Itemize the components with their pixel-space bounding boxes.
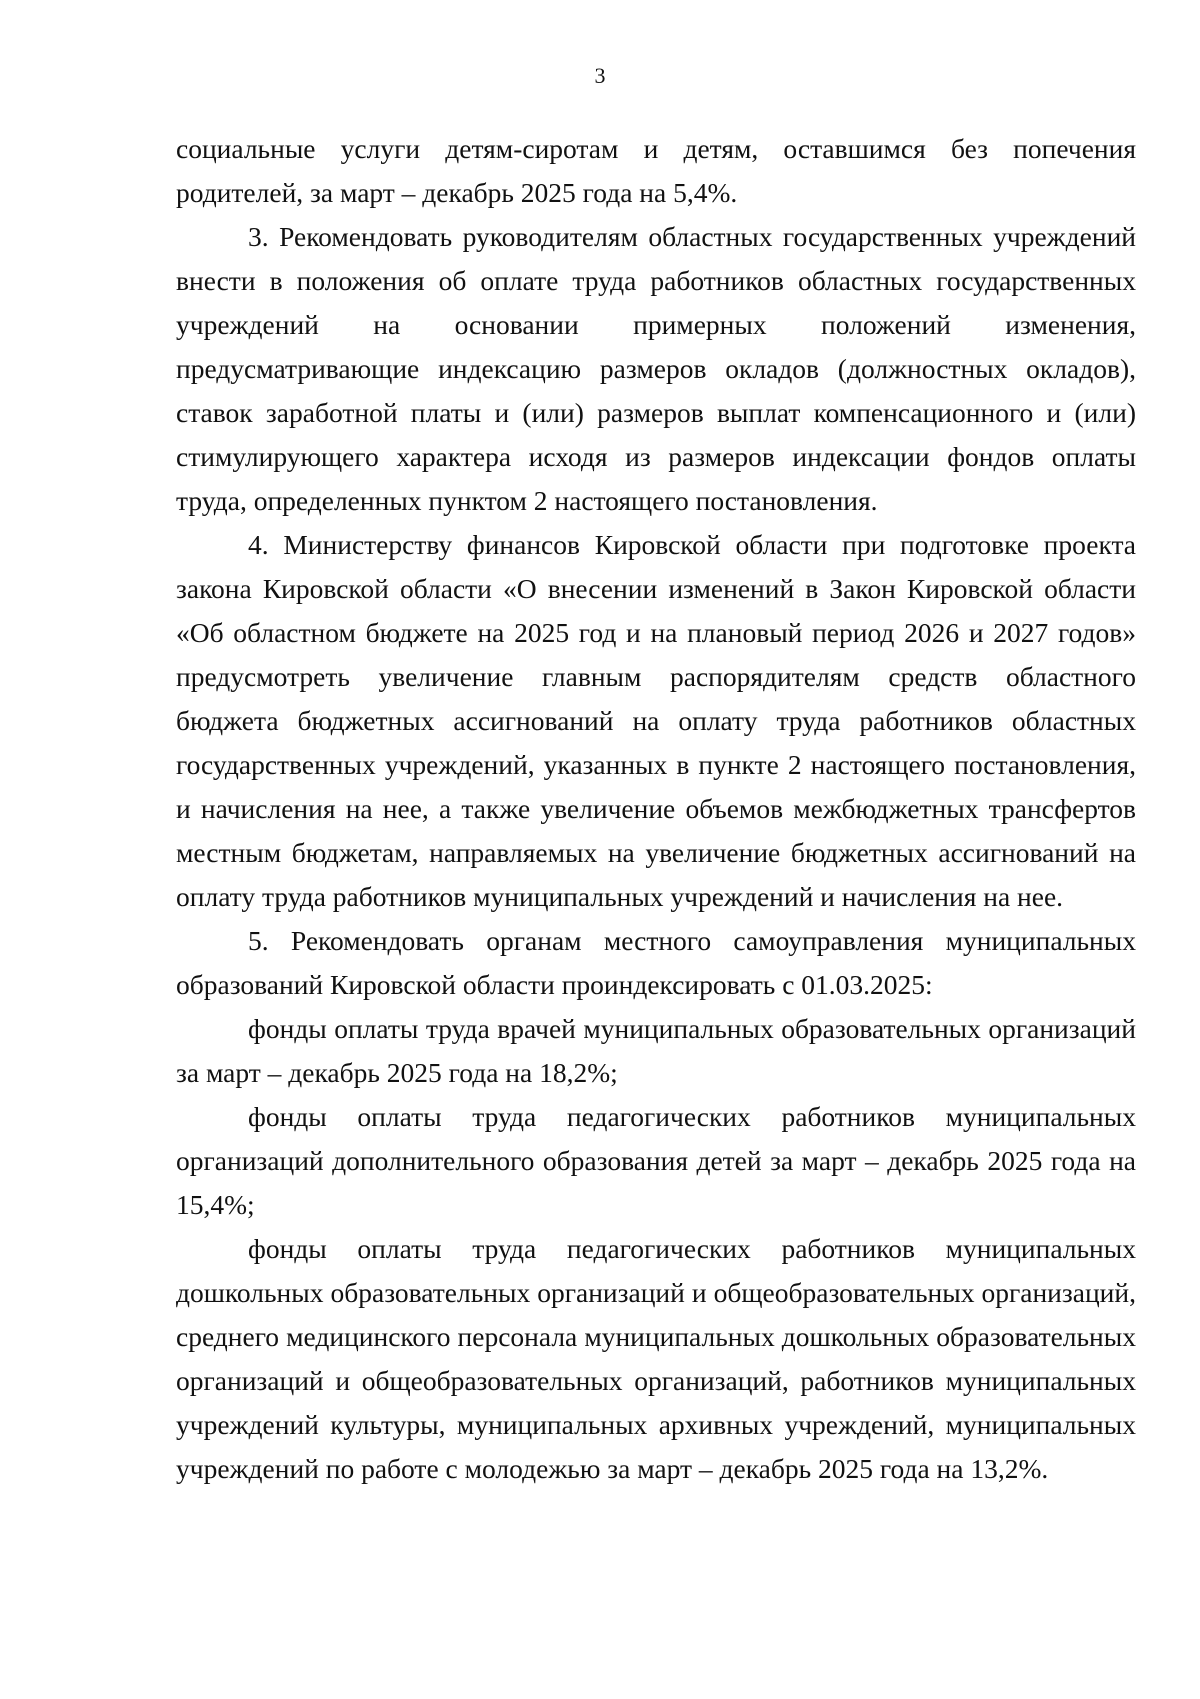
paragraph-item-5: 5. Рекомендовать органам местного самоуправления муниципальных образований Кировской области проиндексировать с 01.03.2025: (176, 925, 1136, 1000)
page-number: 3 (594, 63, 606, 88)
paragraph-fund-doctors: фонды оплаты труда врачей муниципальных образовательных организаций за март – декабрь 2025 года на 18,2%; (176, 1013, 1136, 1088)
paragraph-item-3: 3. Рекомендовать руководителям областных государственных учреждений внести в положения об оплате труда работников областных государственных учреждений на основании примерных положений изменения, предусматривающие индексацию размеров окладов (должностных окладов), ставок заработной платы и (или) размеров выплат компенсационного и (или) стимулирующего характера исходя из размеров индексации фондов оплаты труда, определенных пунктом 2 настоящего постановления. (176, 221, 1136, 516)
paragraph-fund-additional-education: фонды оплаты труда педагогических работников муниципальных организаций дополнительного образования детей за март – декабрь 2025 года на 15,4%; (176, 1101, 1136, 1220)
paragraph-fund-preschool-general: фонды оплаты труда педагогических работников муниципальных дошкольных образовательных организаций и общеобразовательных организаций, среднего медицинского персонала муниципальных дошкольных образовательных организаций и общеобразовательных организаций, работников муниципальных учреждений культуры, муниципальных архивных учреждений, муниципальных учреждений по работе с молодежью за март – декабрь 2025 года на 13,2%. (176, 1233, 1136, 1484)
paragraph-continuation: социальные услуги детям-сиротам и детям, оставшимся без попечения родителей, за март – декабрь 2025 года на 5,4%. (176, 133, 1136, 208)
document-body (176, 127, 1136, 1491)
paragraph-item-4: 4. Министерству финансов Кировской области при подготовке проекта закона Кировской области «О внесении изменений в Закон Кировской области «Об областном бюджете на 2025 год и на плановый период 2026 и 2027 годов» предусмотреть увеличение главным распорядителям средств областного бюджета бюджетных ассигнований на оплату труда работников областных государственных учреждений, указанных в пункте 2 настоящего постановления, и начисления на нее, а также увеличение объемов межбюджетных трансфертов местным бюджетам, направляемых на увеличение бюджетных ассигнований на оплату труда работников муниципальных учреждений и начисления на нее. (176, 529, 1136, 912)
